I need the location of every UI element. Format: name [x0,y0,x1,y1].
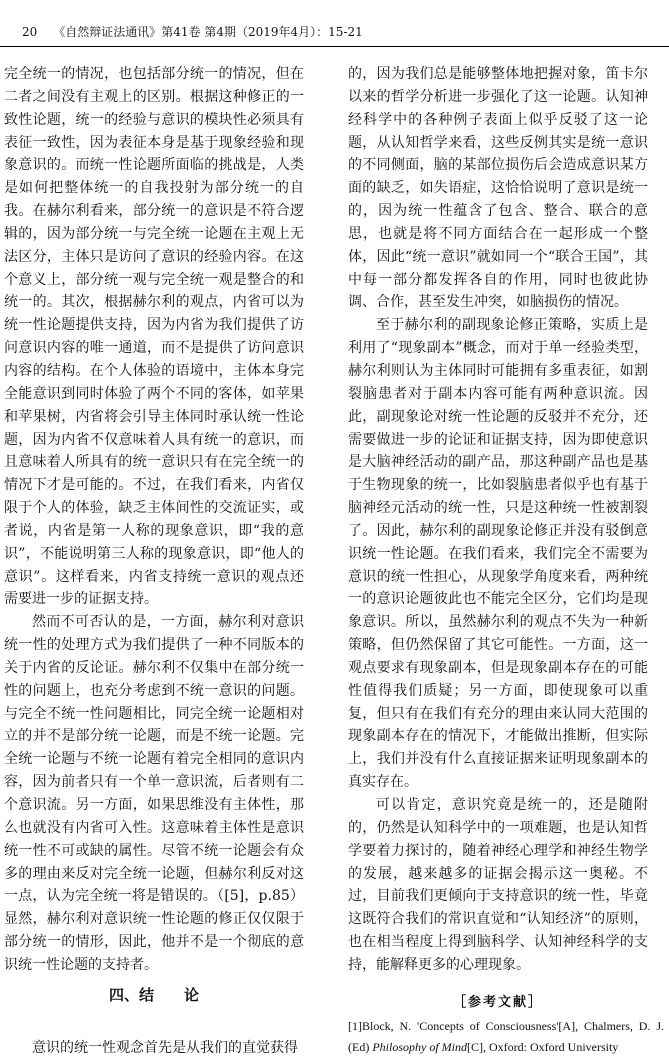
reference-1-authors: [1]Block, N. 'Concepts of Consciousness'[A], Chalmers, D. J. (Ed) [348,1019,664,1054]
left-column [4,63,304,979]
left-paragraph-1: 完全统一的情况，也包括部分统一的情况，但在二者之间没有主观上的区别。根据这种修正的一致性论题，统一的经验与意识的模块性必须具有表征一致性，因为表征本身是基于现象经验和现象意识的。而统一性论题所面临的挑战是，人类是如何把整体统一的自我投射为部分统一的自我。在赫尔利看来，部分统一的意识是不符合逻辑的，因为部分统一与完全统一论题在主观上无法区分，主体只是访问了意识的经验内容。在这个意义上，部分统一观与完全统一观是整合的和统一的。其次，根据赫尔利的观点，内省可以为统一性论题提供支持，因为内省为我们提供了访问意识内容的唯一通道，而不是提供了访问意识内容的结构。在个人体验的语境中，主体本身完全能意识到同时体验了两个不同的客体，如苹果和苹果树，内省将会引导主体同时承认统一性论题，因为内省不仅意味着人具有统一的意识，而且意味着人所具有的统一意识只有在完全统一的情况下才是可能的。不过，在我们看来，内省仅限于个人的体验，缺乏主体间性的交流证实，或者说，内省是第一人称的现象意识，即“我的意识”，不能说明第三人称的现象意识，即“他人的意识”。这样看来，内省支持统一意识的观点还需要进一步的证据支持。 [4,66,304,608]
reference-1-book-title: Philosophy of Mind [372,1040,467,1054]
conclusion-first-line: 意识的统一性观念首先是从我们的直觉获得 [32,1040,298,1056]
references-heading: ［参考文献］ [452,995,543,1010]
journal-citation: 《自然辩证法通讯》第41卷 第4期（2019年4月）：15-21 [53,25,363,39]
page-number: 20 [22,25,38,39]
running-header [22,24,649,40]
reference-1-publisher: [C], Oxford: Oxford University [467,1040,619,1054]
section-heading-conclusion: 四、结 论 [108,986,199,1004]
right-paragraph-2: 至于赫尔利的副现象论修正策略，实质上是利用了“现象副本”概念，而对于单一经验类型，赫尔利则认为主体同时可能拥有多重表征，如割裂脑患者对于副本内容可能有两种意识流。因此，副现象论对统一性论题的反驳并不充分，还需要做进一步的论证和证据支持，因为即使意识是大脑神经活动的副产品，那这种副产品也是基于生物现象的统一，比如裂脑患者似乎也有基于脑神经元活动的统一性，只是这种统一性被割裂了。因此，赫尔利的副现象论修正并没有驳倒意识统一性论题。在我们看来，我们完全不需要为意识的统一性担心，从现象学角度来看，两种统一的意识论题彼此也不能完全区分，它们均是现象意识。所以，虽然赫尔利的观点不失为一种新策略，但仍然保留了其它可能性。一方面，这一观点要求有现象副本，但是现象副本存在的可能性值得我们质疑；另一方面，即使现象可以重复，但只有在我们有充分的理由来认同大范围的现象副本存在的情况下，才能做出推断，但实际上，我们并没有什么直接证据来证明现象副本的真实存在。 [348,317,648,791]
references-list [348,1016,664,1058]
right-paragraph-3: 可以肯定，意识究竟是统一的，还是随附的，仍然是认知科学中的一项难题，也是认知哲学要着力探讨的，随着神经心理学和神经生物学的发展，越来越多的证据会揭示这一奥秘。不过，目前我们更倾向于支持意识的统一性，毕竟这既符合我们的常识直觉和“认知经济”的原则，也在相当程度上得到脑科学、认知神经科学的支持，能解释更多的心理现象。 [348,797,648,973]
left-paragraph-2: 然而不可否认的是，一方面，赫尔利对意识统一性的处理方式为我们提供了一种不同版本的关于内省的反论证。赫尔利不仅集中在部分统一性的问题上，也充分考虑到不统一意识的问题。与完全不统一性问题相比，同完全统一论题相对立的并不是部分统一论题，而是不统一论题。完全统一论题与不统一论题有着完全相同的意识内容，因为前者只有一个单一意识流，后者则有二个意识流。另一方面，如果思维没有主体性，那么也就没有内省可入性。这意味着主体性是意识统一性不可或缺的属性。尽管不统一论题会有众多的理由来反对完全统一论题，但赫尔利反对这一点，认为完全统一将是错误的。（[5]，p.85）显然，赫尔利对意识统一性论题的修正仅仅限于部分统一的情形，因此，他并不是一个彻底的意识统一性论题的支持者。 [4,614,304,973]
header-rule [0,46,669,47]
right-paragraph-1: 的，因为我们总是能够整体地把握对象，笛卡尔以来的哲学分析进一步强化了这一论题。认知神经科学中的各种例子表面上似乎反驳了这一论题，从认知哲学来看，这些反例其实是统一意识的不同侧面，脑的某部位损伤后会造成意识某方面的缺乏，如失语症，这恰恰说明了意识是统一的，因为统一性蕴含了包含、整合、联合的意思，也就是将不同方面结合在一起形成一个整体，因此“统一意识”就如同一个“联合王国”，其中每一部分都发挥各自的作用，同时也彼此协调、合作，甚至发生冲突，如脑损伤的情况。 [348,66,648,311]
right-column [348,63,648,973]
reference-item-1 [348,1016,664,1058]
